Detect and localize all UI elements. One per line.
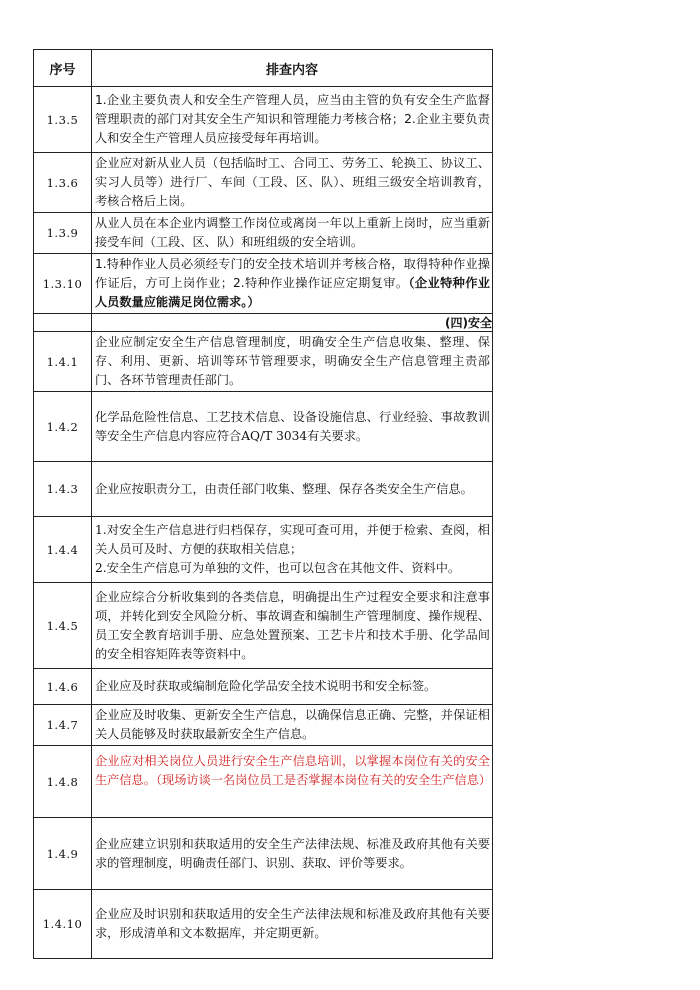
row-content: 企业应制定安全生产信息管理制度，明确安全生产信息收集、整理、保存、利用、更新、培训等环节管理要求，明确安全生产信息管理主责部门、各环节管理责任部门。 — [92, 332, 493, 392]
row-content — [92, 254, 493, 314]
row-content-emphasis: （企业特种作业人员数量应能满足岗位需求。） — [95, 276, 490, 309]
header-content: 排查内容 — [92, 50, 493, 87]
table-header-row — [34, 50, 493, 87]
row-number: 1.4.9 — [34, 818, 92, 890]
table-row — [34, 746, 493, 818]
row-number: 1.4.3 — [34, 462, 92, 517]
row-number: 1.4.1 — [34, 332, 92, 392]
row-number: 1.4.10 — [34, 890, 92, 959]
row-number: 1.3.9 — [34, 213, 92, 254]
row-number: 1.3.5 — [34, 87, 92, 153]
table-row — [34, 332, 493, 392]
row-content-line: 1.对安全生产信息进行归档保存，实现可查可用，并便于检索、查阅，相关人员可及时、方便的获取相关信息； — [95, 523, 490, 556]
row-number: 1.4.6 — [34, 669, 92, 705]
row-content: 化学品危险性信息、工艺技术信息、设备设施信息、行业经验、事故教训等安全生产信息内容应符合AQ/T 3034有关要求。 — [92, 392, 493, 462]
table-row — [34, 213, 493, 254]
table-row — [34, 705, 493, 746]
row-content-line: 2.安全生产信息可为单独的文件，也可以包含在其他文件、资料中。 — [95, 561, 461, 575]
table-row — [34, 153, 493, 213]
inspection-table — [33, 49, 493, 959]
table-row — [34, 517, 493, 583]
row-number: 1.4.7 — [34, 705, 92, 746]
row-content: 企业应及时收集、更新安全生产信息，以确保信息正确、完整，并保证相关人员能够及时获取最新安全生产信息。 — [92, 705, 493, 746]
row-number: 1.3.10 — [34, 254, 92, 314]
row-content: 企业应按职责分工，由责任部门收集、整理、保存各类安全生产信息。 — [92, 462, 493, 517]
row-content: 1.企业主要负责人和安全生产管理人员，应当由主管的负有安全生产监督管理职责的部门对其安全生产知识和管理能力考核合格；2.企业主要负责人和安全生产管理人员应接受每年再培训。 — [92, 87, 493, 153]
section-row — [34, 314, 493, 332]
row-content: 企业应及时获取或编制危险化学品安全技术说明书和安全标签。 — [92, 669, 493, 705]
section-label: (四)安全 — [92, 314, 493, 332]
table-row — [34, 462, 493, 517]
table-row — [34, 669, 493, 705]
table-row — [34, 392, 493, 462]
row-content: 企业应综合分析收集到的各类信息，明确提出生产过程安全要求和注意事项，并转化到安全风险分析、事故调查和编制生产管理制度、操作规程、员工安全教育培训手册、应急处置预案、工艺卡片和技术手册、化学品间的安全相容矩阵表等资料中。 — [92, 583, 493, 669]
row-content: 企业应建立识别和获取适用的安全生产法律法规、标准及政府其他有关要求的管理制度，明确责任部门、识别、获取、评价等要求。 — [92, 818, 493, 890]
row-number: 1.4.2 — [34, 392, 92, 462]
table-row — [34, 254, 493, 314]
row-number: 1.4.8 — [34, 746, 92, 818]
row-content: 企业应对新从业人员（包括临时工、合同工、劳务工、轮换工、协议工、实习人员等）进行厂、车间（工段、区、队）、班组三级安全培训教育，考核合格后上岗。 — [92, 153, 493, 213]
table-row — [34, 818, 493, 890]
section-empty-cell — [34, 314, 92, 332]
row-content — [92, 517, 493, 583]
table-row — [34, 890, 493, 959]
row-content-highlighted: 企业应对相关岗位人员进行安全生产信息培训，以掌握本岗位有关的安全生产信息。（现场访谈一名岗位员工是否掌握本岗位有关的安全生产信息） — [92, 746, 493, 818]
header-number: 序号 — [34, 50, 92, 87]
row-content: 企业应及时识别和获取适用的安全生产法律法规和标准及政府其他有关要求，形成清单和文本数据库，并定期更新。 — [92, 890, 493, 959]
row-number: 1.3.6 — [34, 153, 92, 213]
row-number: 1.4.4 — [34, 517, 92, 583]
row-content: 从业人员在本企业内调整工作岗位或离岗一年以上重新上岗时，应当重新接受车间（工段、区、队）和班组级的安全培训。 — [92, 213, 493, 254]
row-number: 1.4.5 — [34, 583, 92, 669]
table-row — [34, 87, 493, 153]
table-row — [34, 583, 493, 669]
row-content-main: 1.特种作业人员必须经专门的安全技术培训并考核合格，取得特种作业操作证后，方可上岗作业；2.特种作业操作证应定期复审。 — [95, 257, 490, 290]
